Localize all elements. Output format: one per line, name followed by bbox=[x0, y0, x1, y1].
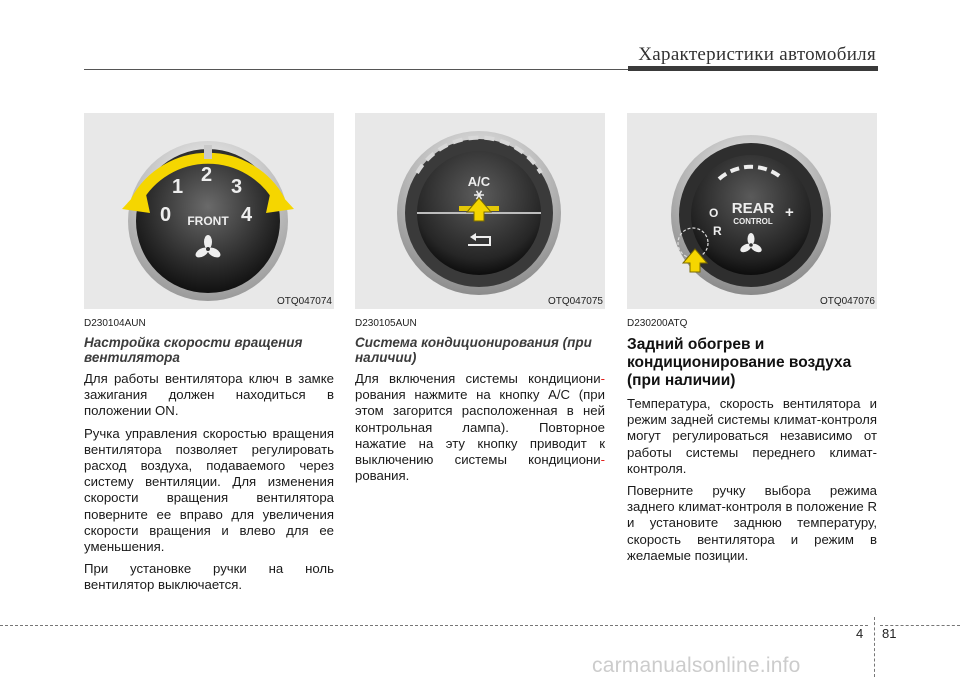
column-fan-speed bbox=[84, 113, 334, 594]
chapter-number: 4 bbox=[856, 626, 864, 641]
section-title: Настройка скорости вращения вентилятора bbox=[84, 335, 303, 365]
paragraph: Для работы вентилятора ключ в замке зажигания должен находиться в положении ON. bbox=[84, 371, 334, 419]
section-title: Задний обогрев и кондиционирование воздуха (при наличии) bbox=[627, 336, 852, 389]
page-number: 81 bbox=[882, 626, 897, 641]
dial-number-1: 1 bbox=[172, 176, 184, 198]
column-rear-climate bbox=[627, 113, 877, 564]
dial-number-4: 4 bbox=[241, 204, 253, 226]
paragraph: Ручка управления скоростью вращения вентилятора позволяет регулировать расход воздуха, подаваемого через систему вентиляции. Для изменения скорости вращения вентилятора поверните ее вправо для увеличения скорости вращения и влево для ее уменьшения. bbox=[84, 425, 334, 555]
section-id: D230200ATQ bbox=[627, 318, 688, 329]
section-id: D230104AUN bbox=[84, 318, 146, 329]
figure-ac-button bbox=[355, 113, 605, 309]
figure-rear-control-dial bbox=[627, 113, 877, 309]
dial-number-0: 0 bbox=[160, 204, 172, 226]
footer-rule bbox=[0, 625, 868, 626]
dial-label-front: FRONT bbox=[187, 214, 229, 228]
hyphen-mark: - bbox=[600, 371, 605, 386]
symbol-r: R bbox=[713, 224, 722, 238]
dial-number-2: 2 bbox=[201, 164, 213, 186]
paragraph bbox=[355, 371, 605, 484]
paragraph-text: рования. bbox=[355, 468, 410, 484]
figure-code: OTQ047074 bbox=[276, 296, 332, 307]
rear-label: REAR bbox=[731, 200, 775, 217]
ac-button-label: A/C bbox=[467, 174, 491, 189]
footer-divider bbox=[874, 617, 875, 677]
symbol-plus: + bbox=[785, 204, 794, 221]
column-air-conditioning bbox=[355, 113, 605, 484]
watermark: carmanualsonline.info bbox=[592, 654, 801, 677]
section-id: D230105AUN bbox=[355, 318, 417, 329]
section-title: Система кондиционирования (при наличии) bbox=[355, 335, 592, 365]
hyphen-mark: - bbox=[600, 452, 605, 468]
paragraph: При установке ручки на ноль вентилятор выключается. bbox=[84, 561, 334, 593]
symbol-off: O bbox=[709, 206, 719, 220]
paragraph-text: рования нажмите на кнопку A/C (при этом загорится расположенная в ней контрольная лампа). Повторное нажатие на эту кнопку приводит к выключению системы кондициони bbox=[355, 387, 605, 468]
rear-control-dial-illustration bbox=[627, 113, 877, 309]
header-rule-accent bbox=[628, 66, 878, 71]
fan-speed-dial-illustration bbox=[84, 113, 334, 309]
figure-fan-speed-dial bbox=[84, 113, 334, 309]
header-rule bbox=[84, 69, 628, 70]
control-label: CONTROL bbox=[733, 217, 773, 226]
figure-code: OTQ047075 bbox=[547, 296, 603, 307]
dial-number-3: 3 bbox=[231, 176, 243, 198]
paragraph-text: Для включения системы кондициони bbox=[355, 371, 601, 386]
paragraph: Поверните ручку выбора режима заднего климат-контроля в положение R и установите заднюю температуру, скорость вентилятора и режим в желаемые позиции. bbox=[627, 483, 877, 563]
paragraph: Температура, скорость вентилятора и режим задней системы климат-контроля могут регулироваться независимо от работы системы переднего климат-контроля. bbox=[627, 396, 877, 476]
page-header-title: Характеристики автомобиля bbox=[638, 44, 876, 65]
ac-dial-illustration bbox=[355, 113, 605, 309]
figure-code: OTQ047076 bbox=[819, 296, 875, 307]
